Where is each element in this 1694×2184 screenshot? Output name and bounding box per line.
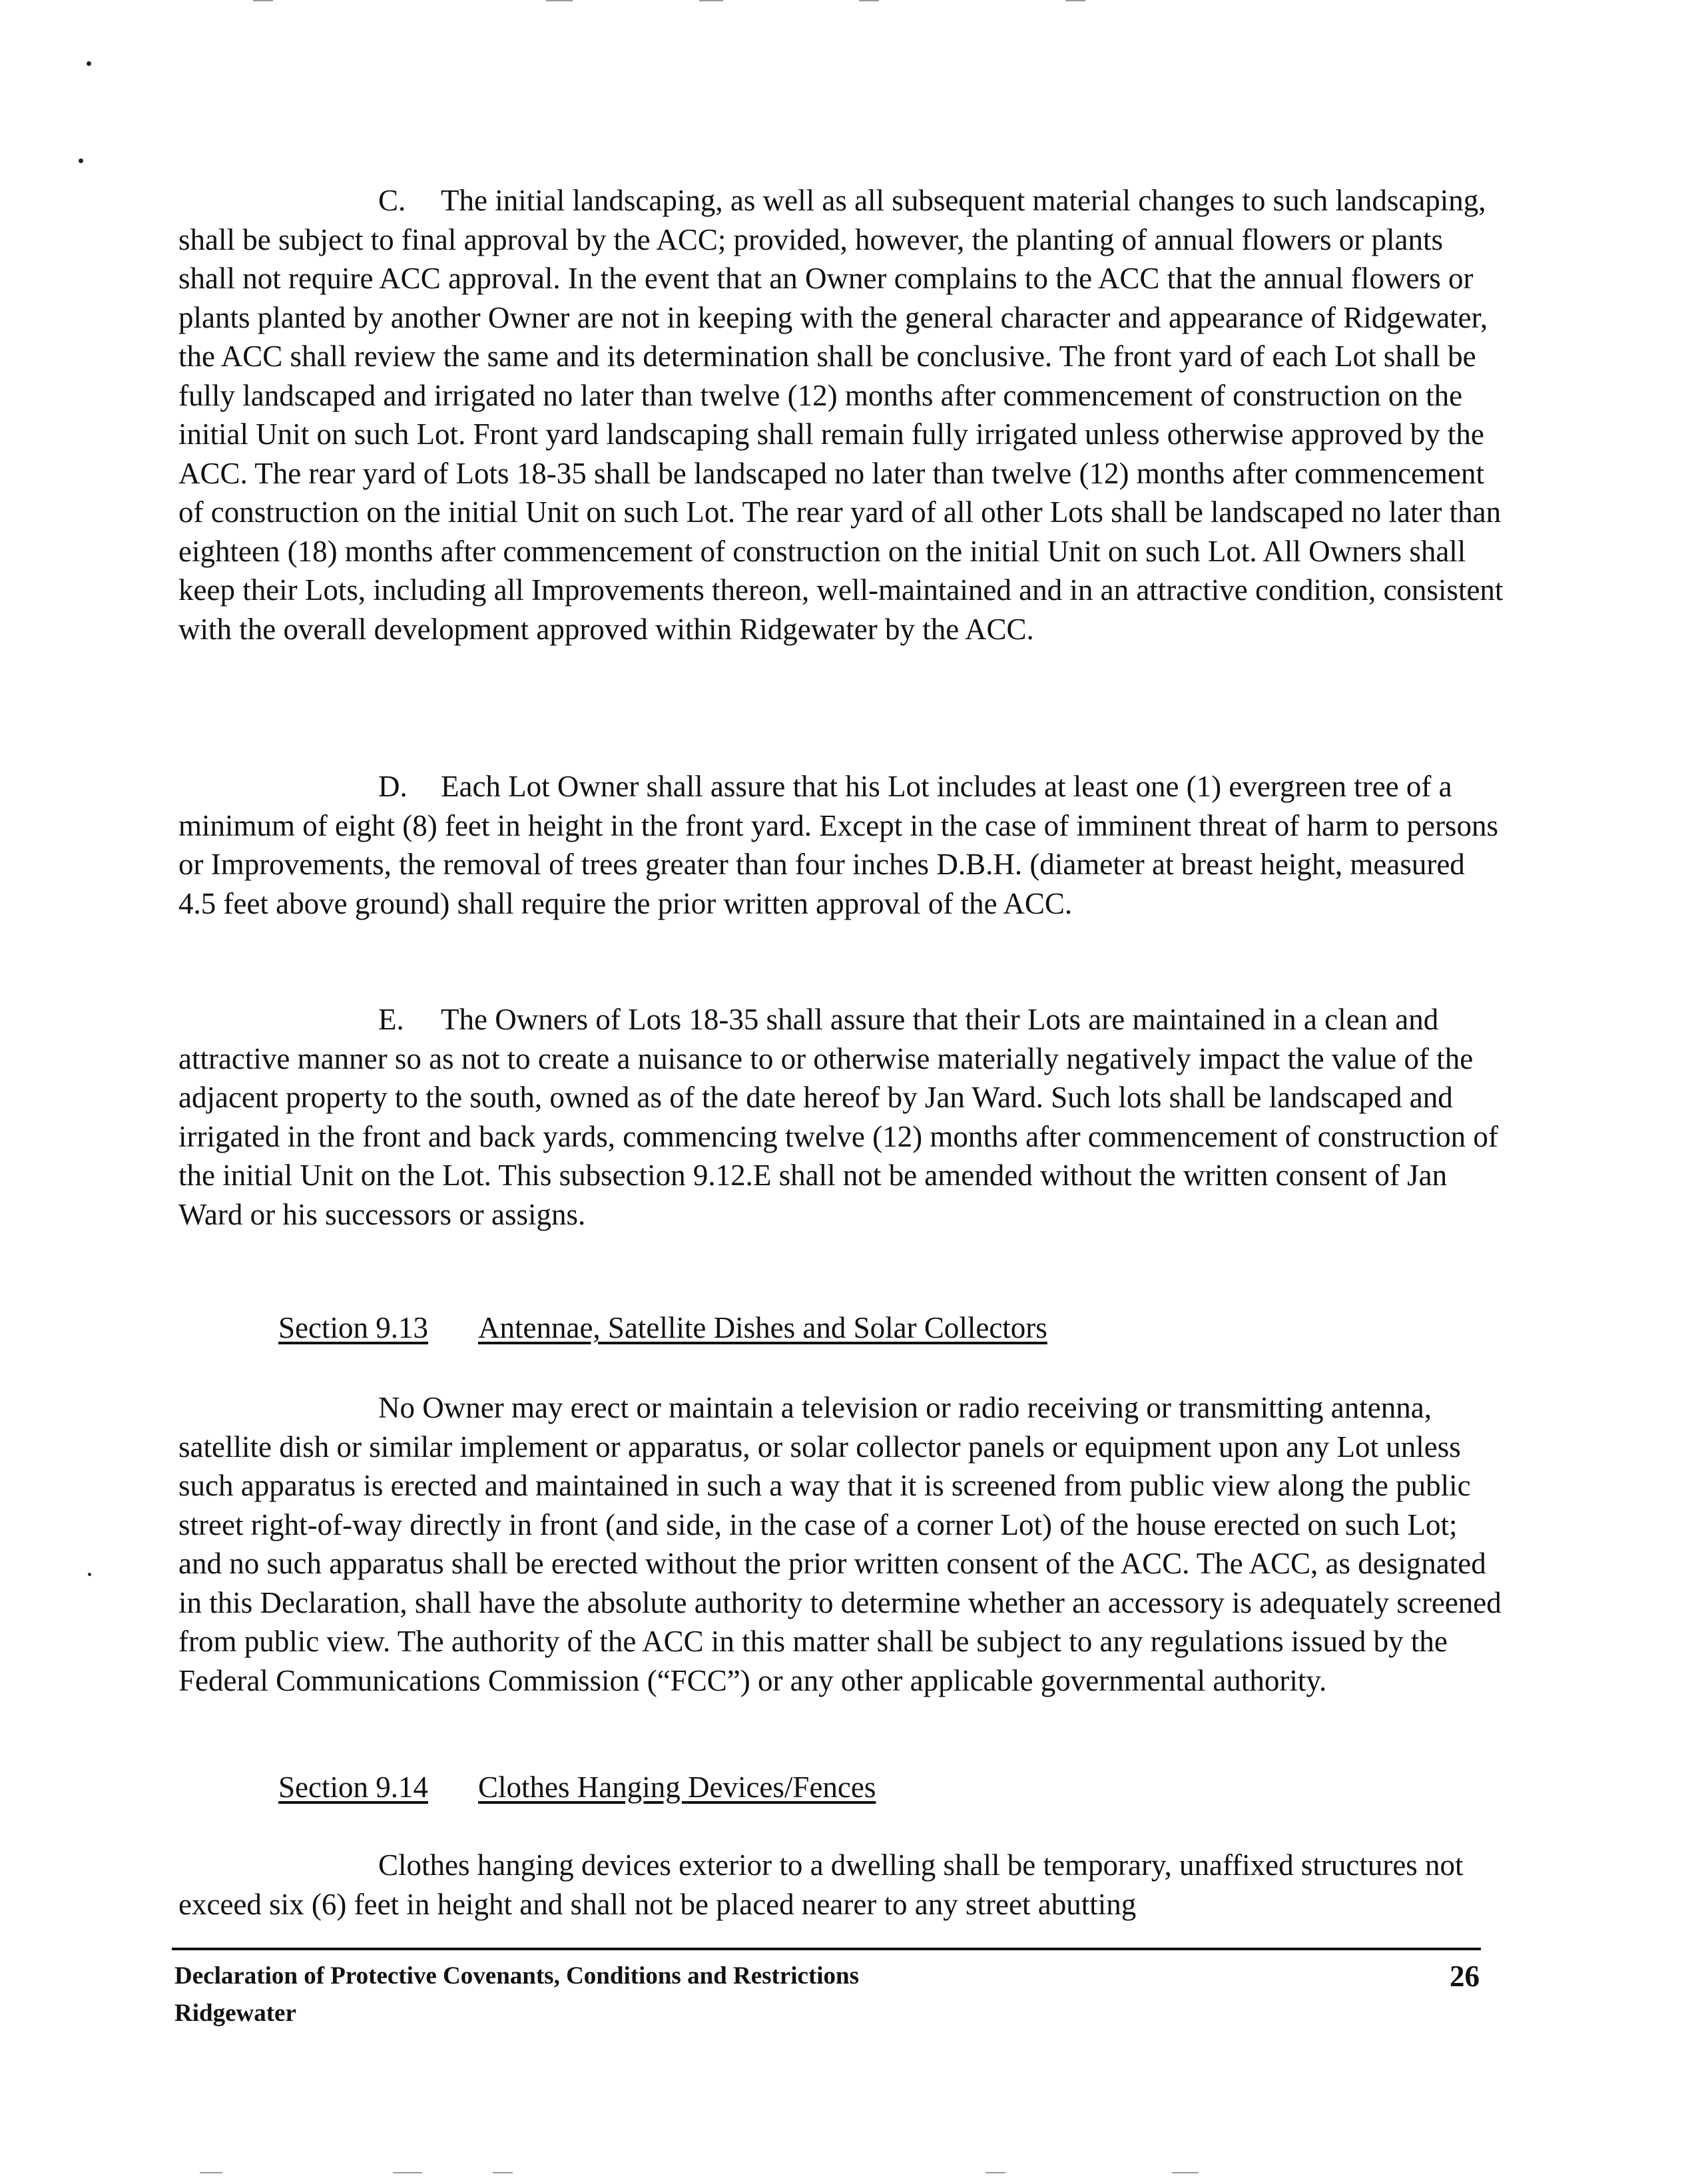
paragraph-letter: D. bbox=[378, 770, 408, 803]
scan-edge-top bbox=[0, 0, 1694, 4]
section-number: Section 9.13 bbox=[278, 1311, 428, 1344]
section-913-body bbox=[178, 1388, 1504, 1700]
footer-rule bbox=[172, 1948, 1481, 1950]
scan-edge-bottom bbox=[0, 2172, 1694, 2176]
section-text: Clothes hanging devices exterior to a dwelling shall be temporary, unaffixed structures not exceed six (6) feet in height and shall not be placed nearer to any street abutting bbox=[178, 1848, 1464, 1921]
paragraph-text: The initial landscaping, as well as all subsequent material changes to such landscaping, shall be subject to final approval by the ACC; provided, however, the planting of annual flowers or plants shall not require ACC approval. In the event that an Owner complains to the ACC that the annual flowers or plants planted by another Owner are not in keeping with the general character and appearance of Ridgewater, the ACC shall review the same and its determination shall be conclusive. The front yard of each Lot shall be fully landscaped and irrigated no later than twelve (12) months after commencement of construction on the initial Unit on such Lot. Front yard landscaping shall remain fully irrigated unless otherwise approved by the ACC. The rear yard of Lots 18-35 shall be landscaped no later than twelve (12) months after commencement of construction on the initial Unit on such Lot. The rear yard of all other Lots shall be landscaped no later than eighteen (18) months after commencement of construction on the initial Unit on such Lot. All Owners shall keep their Lots, including all Improvements thereon, well-maintained and in an attractive condition, consistent with the overall development approved within Ridgewater by the ACC. bbox=[178, 184, 1504, 646]
paragraph-letter: E. bbox=[378, 1003, 404, 1036]
scan-speck bbox=[79, 158, 83, 163]
paragraph-e bbox=[178, 1000, 1504, 1234]
section-title: Clothes Hanging Devices/Fences bbox=[478, 1771, 876, 1804]
footer-document-title: Declaration of Protective Covenants, Conditions and Restrictions bbox=[174, 1962, 860, 1990]
section-914-body bbox=[178, 1846, 1504, 1924]
page-number: 26 bbox=[1450, 1960, 1480, 1993]
footer-community-name: Ridgewater bbox=[174, 2000, 296, 2027]
section-914-heading bbox=[278, 1768, 876, 1806]
scan-speck bbox=[88, 1573, 91, 1576]
paragraph-text: The Owners of Lots 18-35 shall assure that their Lots are maintained in a clean and attractive manner so as not to create a nuisance to or otherwise materially negatively impact the value of the adjacent property to the south, owned as of the date hereof by Jan Ward. Such lots shall be landscaped and irrigated in the front and back yards, commencing twelve (12) months after commencement of construction of the initial Unit on the Lot. This subsection 9.12.E shall not be amended without the written consent of Jan Ward or his successors or assigns. bbox=[178, 1003, 1498, 1231]
section-913-heading bbox=[278, 1308, 1047, 1347]
section-text: No Owner may erect or maintain a television or radio receiving or transmitting antenna, satellite dish or similar implement or apparatus, or solar collector panels or equipment upon any Lot unless such apparatus is erected and maintained in such a way that it is screened from public view along the public street right-of-way directly in front (and side, in the case of a corner Lot) of the house erected on such Lot; and no such apparatus shall be erected without the prior written consent of the ACC. The ACC, as designated in this Declaration, shall have the absolute authority to determine whether an accessory is adequately screened from public view. The authority of the ACC in this matter shall be subject to any regulations issued by the Federal Communications Commission (“FCC”) or any other applicable governmental authority. bbox=[178, 1391, 1502, 1697]
page-footer bbox=[174, 1958, 1480, 2032]
section-title: Antennae, Satellite Dishes and Solar Collectors bbox=[478, 1311, 1047, 1344]
paragraph-letter: C. bbox=[378, 184, 406, 217]
paragraph-d bbox=[178, 767, 1504, 923]
paragraph-c bbox=[178, 181, 1504, 649]
section-number: Section 9.14 bbox=[278, 1771, 428, 1804]
scan-speck bbox=[87, 61, 91, 66]
paragraph-text: Each Lot Owner shall assure that his Lot includes at least one (1) evergreen tree of a minimum of eight (8) feet in height in the front yard. Except in the case of imminent threat of harm to persons or Improvements, the removal of trees greater than four inches D.B.H. (diameter at breast height, measured 4.5 feet above ground) shall require the prior written approval of the ACC. bbox=[178, 770, 1498, 920]
